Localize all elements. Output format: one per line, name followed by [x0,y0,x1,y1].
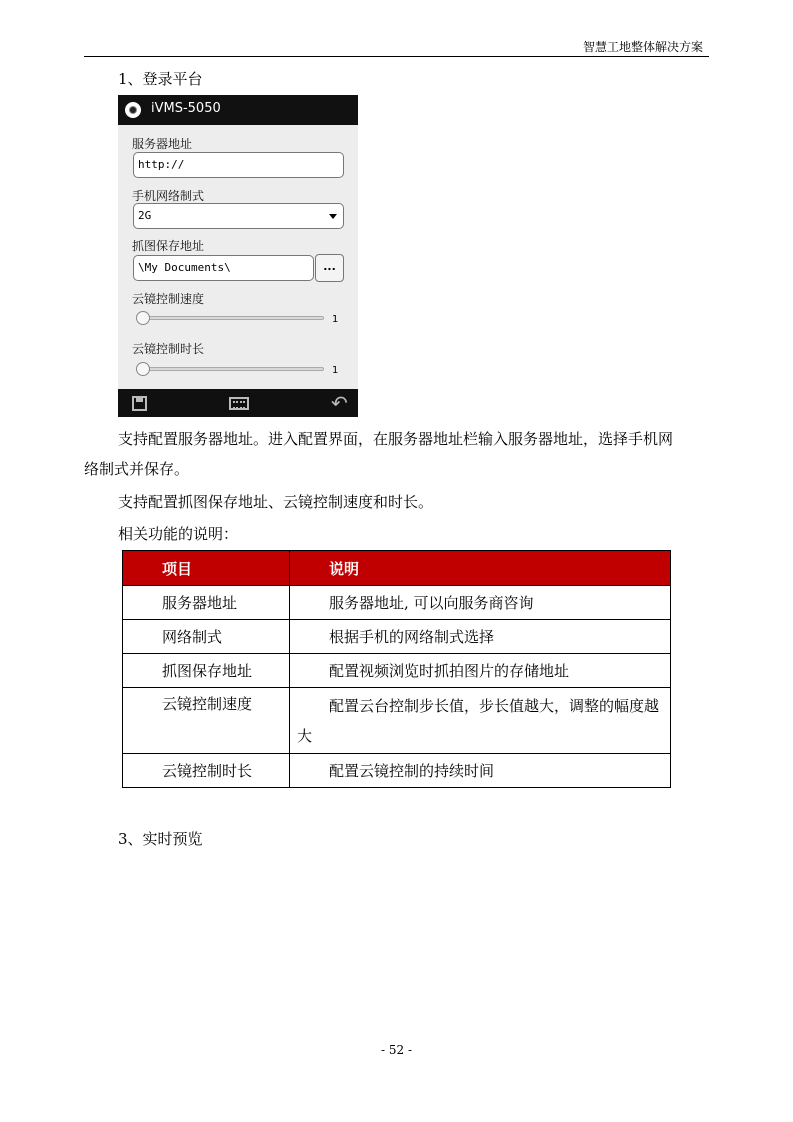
ptz-speed-slider-track[interactable] [140,316,324,320]
table-row [123,620,671,654]
ptz-speed-slider-thumb[interactable] [136,311,150,325]
ptz-speed-label: 云镜控制速度 [132,292,205,306]
app-title-bar [118,95,358,125]
section-title-login: 1、登录平台 [118,70,203,88]
app-logo-icon [125,102,141,118]
table-row [123,586,671,620]
table-cell-item: 服务器地址 [123,586,290,620]
chevron-down-icon [329,214,337,219]
section-title-preview: 3、实时预览 [118,830,203,848]
table-header-row [123,551,671,586]
ptz-duration-label: 云镜控制时长 [132,342,205,356]
network-mode-value: 2G [138,209,152,222]
table-cell-item: 抓图保存地址 [123,654,290,688]
save-icon[interactable] [132,396,147,411]
capture-path-input[interactable]: \My Documents\ [133,255,314,281]
ptz-duration-slider-thumb[interactable] [136,362,150,376]
paragraph-2: 支持配置抓图保存地址、云镜控制速度和时长。 [118,493,434,511]
ptz-speed-value: 1 [332,314,339,325]
network-mode-select[interactable] [133,203,344,229]
keyboard-icon[interactable] [229,397,249,410]
table-cell-item: 网络制式 [123,620,290,654]
table-cell-description: 服务器地址, 可以向服务商咨询 [290,586,671,620]
phone-screenshot [118,95,358,417]
browse-button[interactable]: ... [315,254,344,282]
capture-path-label: 抓图保存地址 [132,239,205,253]
table-row [123,654,671,688]
table-row [123,754,671,788]
app-bottom-bar [118,389,358,417]
table-cell-item: 云镜控制速度 [123,688,290,754]
back-icon[interactable]: ↶ [331,391,348,415]
header-rule [84,56,709,57]
server-address-input[interactable]: http:// [133,152,344,178]
table-header-item: 项目 [123,551,290,586]
paragraph-1-line-2: 络制式并保存。 [84,460,190,478]
app-title: iVMS-5050 [151,101,221,116]
table-row [123,688,671,754]
page-number: - 52 - [380,1043,412,1057]
paragraph-1-line-1: 支持配置服务器地址。进入配置界面，在服务器地址栏输入服务器地址，选择手机网 [118,430,674,448]
paragraph-3: 相关功能的说明： [118,525,239,543]
ptz-duration-value: 1 [332,365,339,376]
function-table [122,550,671,788]
table-cell-item: 云镜控制时长 [123,754,290,788]
document-title: 智慧工地整体解决方案 [583,40,704,54]
ptz-duration-slider-track[interactable] [140,367,324,371]
network-mode-label: 手机网络制式 [132,189,205,203]
table-cell-description: 配置视频浏览时抓拍图片的存储地址 [290,654,671,688]
server-address-label: 服务器地址 [132,137,193,151]
table-cell-description: 根据手机的网络制式选择 [290,620,671,654]
table-cell-description: 配置云台控制步长值，步长值越大，调整的幅度越大 [290,688,671,754]
table-cell-description: 配置云镜控制的持续时间 [290,754,671,788]
table-header-description: 说明 [290,551,671,586]
